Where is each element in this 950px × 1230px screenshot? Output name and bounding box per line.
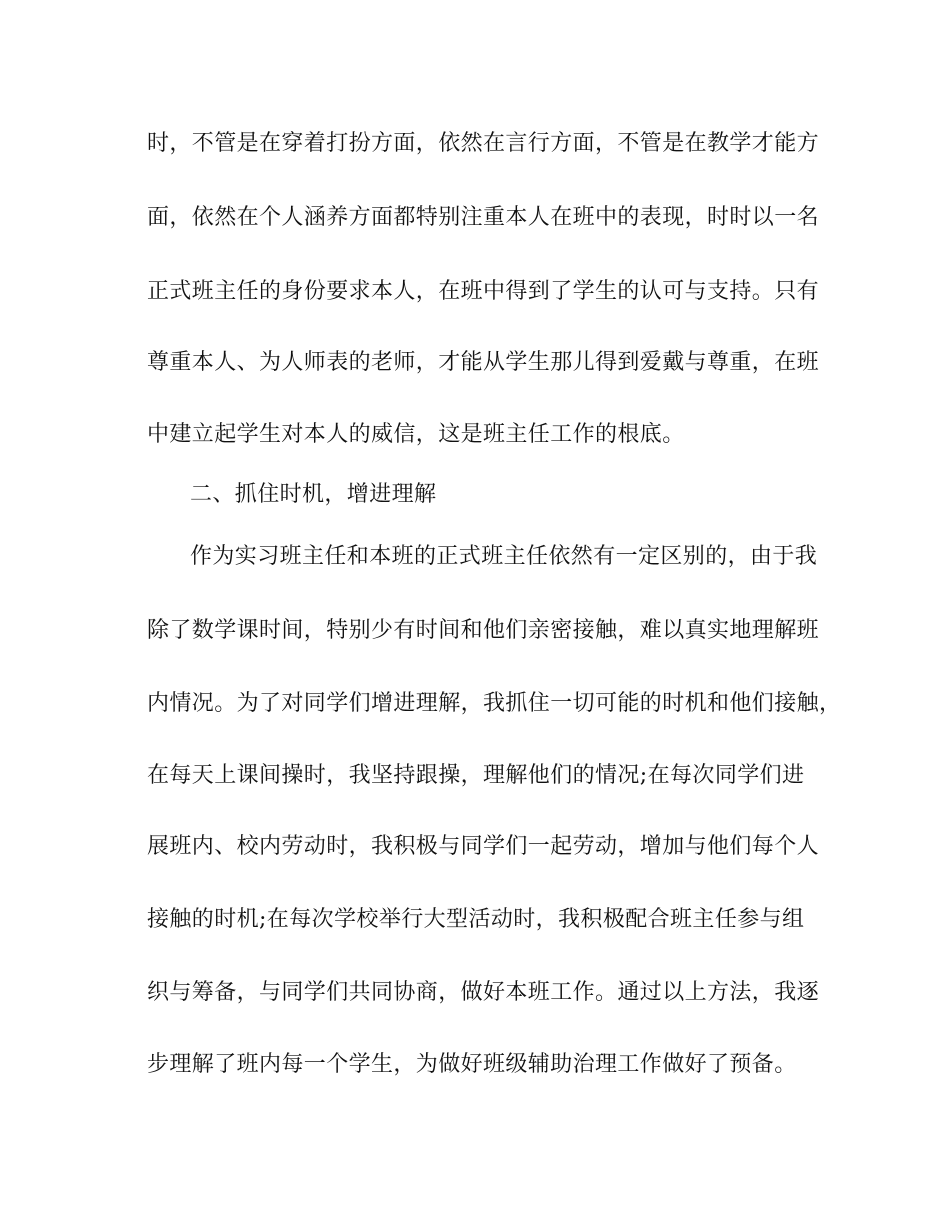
paragraph-line: 正式班主任的身份要求本人，在班中得到了学生的认可与支持。只有 (147, 279, 820, 304)
paragraph-line: 尊重本人、为人师表的老师，才能从学生那儿得到爱戴与尊重，在班 (147, 350, 820, 375)
paragraph-line: 在每天上课间操时，我坚持跟操，理解他们的情况;在每次同学们进 (147, 763, 805, 788)
paragraph-line: 织与筹备，与同学们共同协商，做好本班工作。通过以上方法，我逐 (147, 980, 820, 1005)
paragraph-line: 中建立起学生对本人的威信，这是班主任工作的根底。 (147, 422, 685, 447)
section-heading: 二、抓住时机，增进理解 (190, 482, 437, 507)
paragraph-line: 面，依然在个人涵养方面都特别注重本人在班中的表现，时时以一名 (147, 205, 820, 230)
paragraph-line: 时，不管是在穿着打扮方面，依然在言行方面，不管是在教学才能方 (147, 131, 820, 156)
paragraph-line: 内情况。为了对同学们增进理解，我抓住一切可能的时机和他们接触， (147, 691, 842, 716)
paragraph-line: 步理解了班内每一个学生，为做好班级辅助治理工作做好了预备。 (147, 1052, 797, 1077)
paragraph-line: 除了数学课时间，特别少有时间和他们亲密接触，难以真实地理解班 (147, 618, 820, 643)
paragraph-line: 接触的时机;在每次学校举行大型活动时，我积极配合班主任参与组 (147, 907, 805, 932)
paragraph-line: 作为实习班主任和本班的正式班主任依然有一定区别的，由于我 (190, 544, 818, 569)
paragraph-line: 展班内、校内劳动时，我积极与同学们一起劳动，增加与他们每个人 (147, 834, 820, 859)
